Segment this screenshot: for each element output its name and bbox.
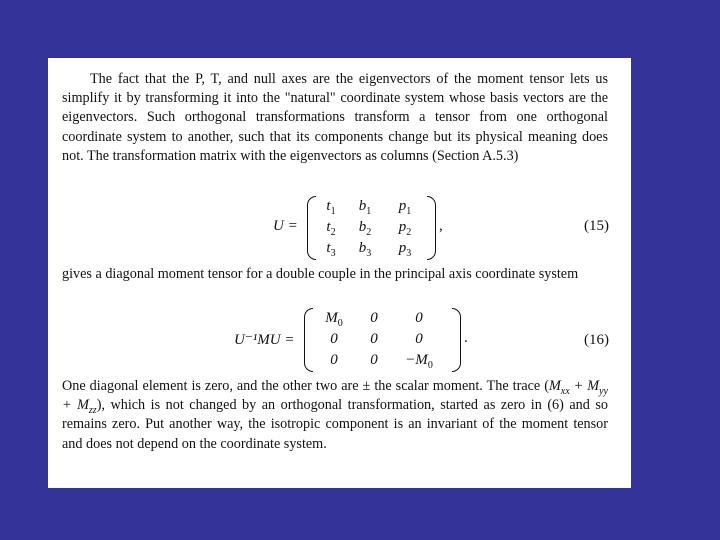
eq15-cell-0-0: $t_1$ (326, 198, 336, 217)
eq16-lhs: U⁻¹MU = (234, 332, 295, 348)
eq15-right-paren (427, 196, 436, 260)
trace-expression: $M_{xx} + M_{yy} + M_{zz}$ (62, 378, 608, 417)
paragraph-trace-text-b: ), which is not changed by an orthogonal transformation, started as zero in (6) and so remains zero. Put another way, the isotropic component is an invariant of the moment tensor and does not depend on the coordinate system. (62, 397, 608, 452)
paragraph-trace (62, 377, 608, 454)
eq16-left-paren (304, 308, 313, 372)
eq15-cell-1-2: $p_2$ (398, 219, 412, 238)
eq16-cell-0-1: 0 (370, 310, 378, 326)
document-page (48, 58, 631, 488)
eq16-cell-2-0: 0 (330, 352, 338, 368)
eq15-matrix (317, 196, 425, 259)
eq16-period: . (464, 330, 468, 346)
eq15-cell-0-1: $b_1$ (358, 198, 372, 217)
eq16-cell-0-0: $M_0$ (325, 310, 343, 329)
eq16-cell-1-0: 0 (330, 331, 338, 347)
eq15-cell-0-2: $p_1$ (398, 198, 412, 217)
eq16-cell-2-1: 0 (370, 352, 378, 368)
paragraph-intro-text: The fact that the P, T, and null axes are the eigenvectors of the moment tensor lets us simplify it by transforming it into the "natural" coordinate system whose basis vectors are the eigenvectors. Such orthogonal transformations transform a tensor from one orthogonal coordinate system to another, such that its components change but its physical meaning does not. The transformation matrix with the eigenvectors as columns (Section A.5.3) (62, 71, 608, 164)
eq15-cell-2-1: $b_3$ (358, 240, 372, 259)
paragraph-trace-text-a: One diagonal element is zero, and the other two are ± the scalar moment. The trace ( (62, 378, 549, 394)
eq15-cell-2-0: $t_3$ (326, 240, 336, 259)
eq16-cell-1-1: 0 (370, 331, 378, 347)
eq16-cell-2-2: $-M_0$ (405, 352, 433, 371)
paragraph-intro (62, 70, 608, 166)
eq15-cell-1-1: $b_2$ (358, 219, 372, 238)
eq16-right-paren (452, 308, 461, 372)
eq15-comma: , (439, 218, 443, 234)
eq16-number: (16) (584, 332, 609, 348)
eq15-lhs: U = (273, 218, 298, 234)
paragraph-diagonal-text: gives a diagonal moment tensor for a double couple in the principal axis coordinate system (62, 266, 579, 282)
eq16-matrix (314, 308, 444, 371)
equation-16 (234, 308, 468, 374)
eq15-cell-1-0: $t_2$ (326, 219, 336, 238)
eq15-left-paren (307, 196, 316, 260)
eq15-cell-2-2: $p_3$ (398, 240, 412, 259)
eq16-cell-1-2: 0 (415, 331, 423, 347)
equation-15 (273, 196, 443, 260)
paragraph-diagonal (62, 265, 608, 284)
eq16-cell-0-2: 0 (415, 310, 423, 326)
eq15-number: (15) (584, 218, 609, 234)
